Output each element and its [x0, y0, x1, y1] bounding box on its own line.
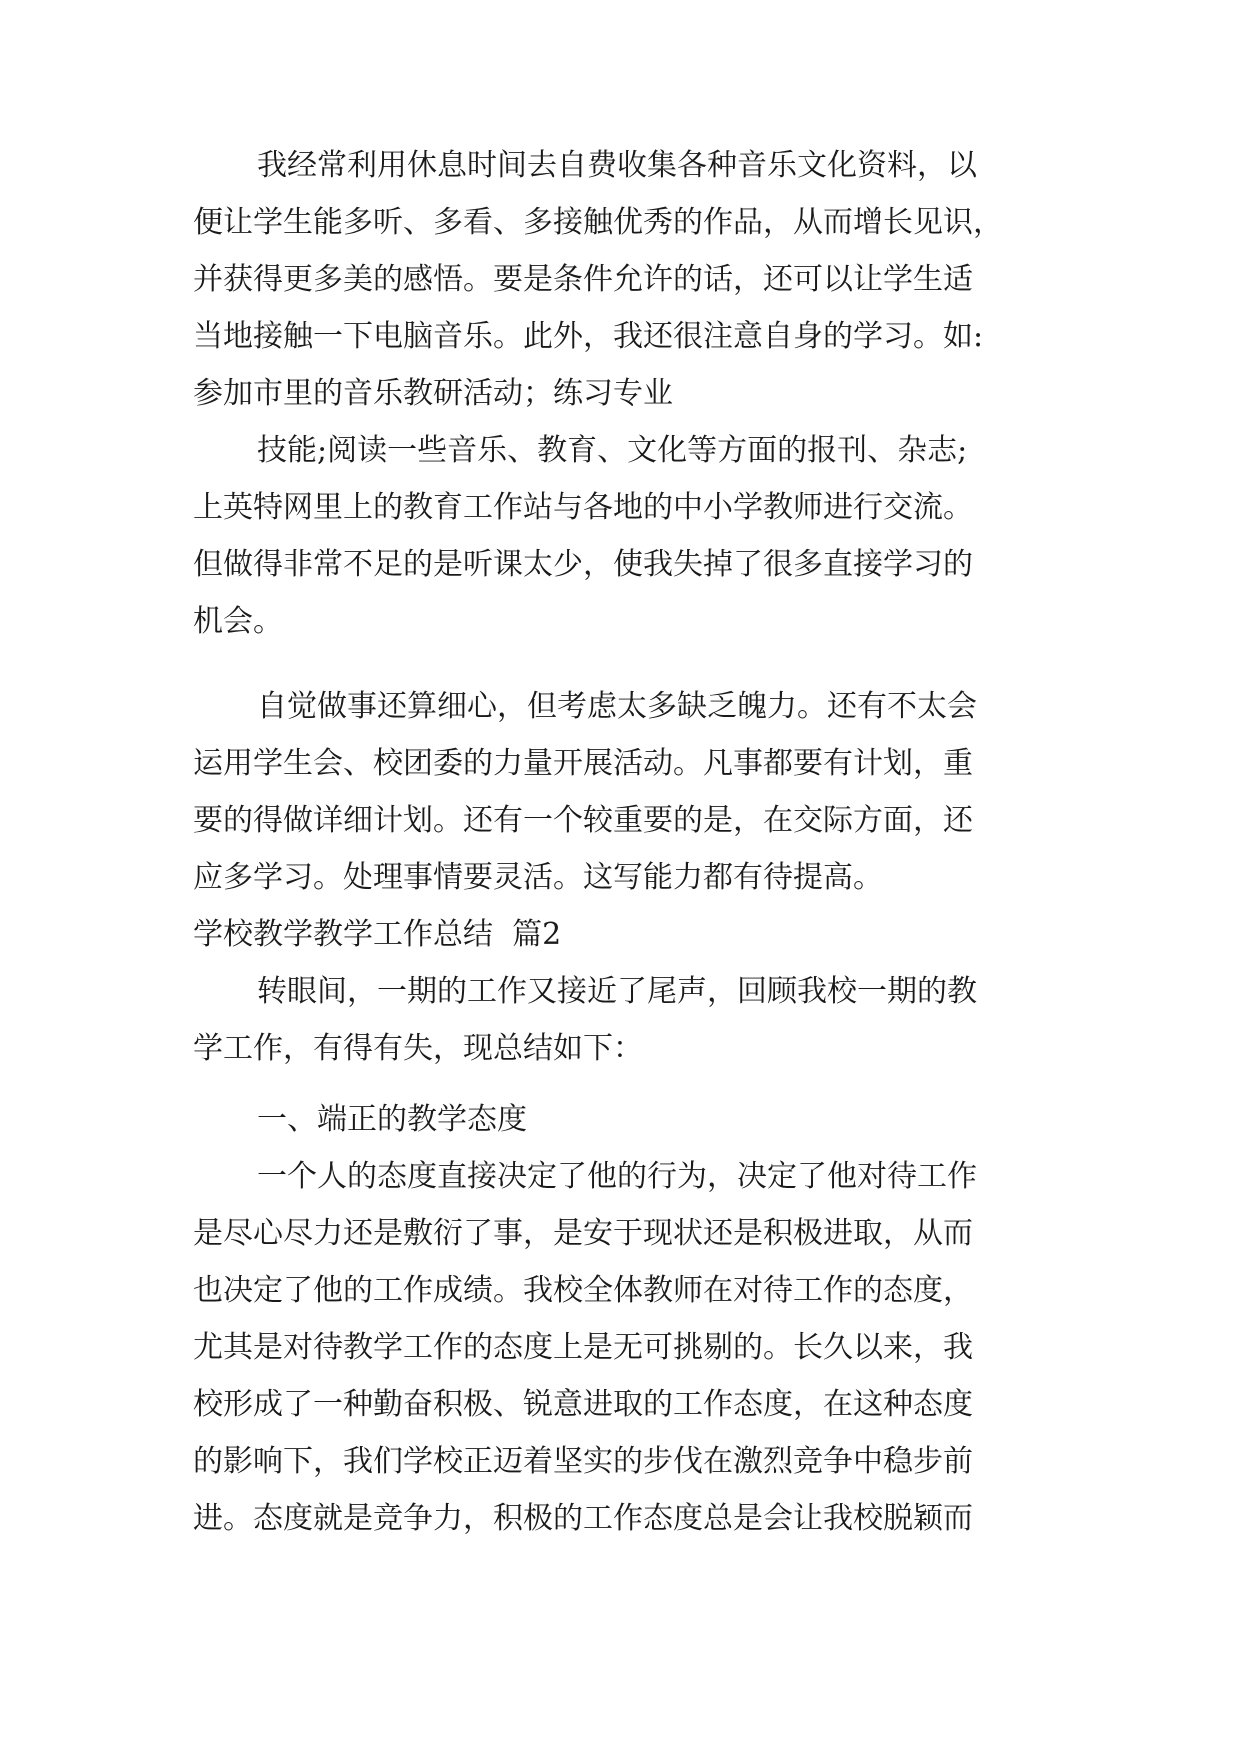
paragraph-line: 机会。 [193, 604, 283, 639]
paragraph-line: 参加市里的音乐教研活动；练习专业 [193, 376, 673, 411]
paragraph-line: 的影响下，我们学校正迈着坚实的步伐在激烈竞争中稳步前 [193, 1444, 973, 1479]
paragraph-line: 学工作，有得有失，现总结如下： [193, 1031, 643, 1066]
paragraph-line: 但做得非常不足的是听课太少，使我失掉了很多直接学习的 [193, 547, 973, 582]
paragraph-line: 进。态度就是竞争力，积极的工作态度总是会让我校脱颖而 [193, 1501, 973, 1536]
paragraph-line: 自觉做事还算细心，但考虑太多缺乏魄力。还有不太会 [257, 689, 977, 724]
paragraph-line: 上英特网里上的教育工作站与各地的中小学教师进行交流。 [193, 490, 973, 525]
paragraph-line: 我经常利用休息时间去自费收集各种音乐文化资料，以 [257, 148, 977, 183]
paragraph-line: 当地接触一下电脑音乐。此外，我还很注意自身的学习。如: [193, 319, 984, 354]
paragraph-line: 是尽心尽力还是敷衍了事，是安于现状还是积极进取，从而 [193, 1216, 973, 1251]
paragraph-line: 也决定了他的工作成绩。我校全体教师在对待工作的态度， [193, 1273, 973, 1308]
paragraph-line: 应多学习。处理事情要灵活。这写能力都有待提高。 [193, 860, 883, 895]
paragraph-line: 并获得更多美的感悟。要是条件允许的话，还可以让学生适 [193, 262, 973, 297]
paragraph-line: 一个人的态度直接决定了他的行为，决定了他对待工作 [257, 1159, 977, 1194]
paragraph-line: 转眼间，一期的工作又接近了尾声，回顾我校一期的教 [257, 974, 977, 1009]
section-heading: 学校教学教学工作总结 篇2 [193, 917, 562, 952]
subheading: 一、端正的教学态度 [257, 1102, 527, 1137]
paragraph-line: 运用学生会、校团委的力量开展活动。凡事都要有计划，重 [193, 746, 973, 781]
paragraph-line: 要的得做详细计划。还有一个较重要的是，在交际方面，还 [193, 803, 973, 838]
paragraph-line: 技能;阅读一些音乐、教育、文化等方面的报刊、杂志; [257, 433, 968, 468]
paragraph-line: 尤其是对待教学工作的态度上是无可挑剔的。长久以来，我 [193, 1330, 973, 1365]
paragraph-line: 校形成了一种勤奋积极、锐意进取的工作态度，在这种态度 [193, 1387, 973, 1422]
paragraph-line: 便让学生能多听、多看、多接触优秀的作品，从而增长见识， [193, 205, 1003, 240]
